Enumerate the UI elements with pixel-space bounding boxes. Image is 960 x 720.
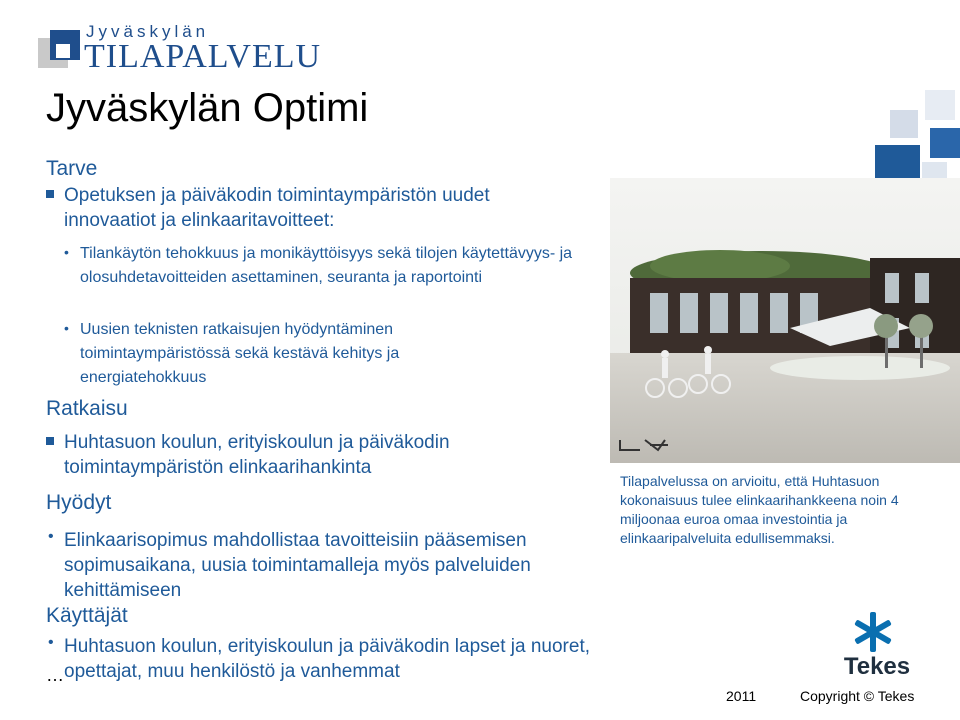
tarve-bullet: Opetuksen ja päiväkodin toimintaympäristön uudet innovaatiot ja elinkaaritavoitteet: [64,185,490,231]
section-heading-hyodyt: Hyödyt [46,491,112,514]
page-title: Jyväskylän Optimi [46,86,369,130]
bullet-dot-icon: • [64,244,69,260]
ellipsis-mark: … [46,665,64,685]
decorative-squares [830,90,960,190]
footer-copyright: Copyright © Tekes [800,688,915,704]
square-bullet-icon [46,437,54,445]
section-heading-kayttajat: Käyttäjät [46,604,128,627]
school-building-rendering [610,178,960,463]
section-heading-tarve: Tarve [46,157,98,180]
tilapalvelu-logo-mark [38,30,82,74]
tekes-logo-text: Tekes [843,653,911,680]
hyodyt-bullet: Elinkaarisopimus mahdollistaa tavoitteisiin pääsemisen sopimusaikana, uusia toimintamalleja myös palveluiden kehittämiseen [64,530,531,601]
footer-year: 2011 [726,688,757,704]
bullet-dot-icon: • [48,634,54,651]
ratkaisu-bullet: Huhtasuon koulun, erityiskoulun ja päiväkodin toimintaympäristön elinkaarihankinta [64,432,450,478]
tarve-sub-item-1: Tilankäytön tehokkuus ja monikäyttöisyys sekä tilojen käytettävyys- ja olosuhdetavoitteiden asettaminen, seuranta ja raportointi [80,245,573,286]
image-caption: Tilapalvelussa on arvioitu, että Huhtasuon kokonaisuus tulee elinkaarihankkeena noin 4 miljoonaa euroa omaa investointia ja elinkaaripalveluita edullisemmaksi. [620,473,899,546]
square-bullet-icon [46,190,54,198]
tarve-sub-item-2: Uusien teknisten ratkaisujen hyödyntäminen toimintaympäristössä sekä kestävä kehitys ja energiatehokkuus [80,321,400,386]
bullet-dot-icon: • [64,320,69,336]
tekes-logo [825,610,930,680]
logo-top-text: Jyväskylän [86,22,210,41]
kayttajat-bullet: Huhtasuon koulun, erityiskoulun ja päiväkodin lapset ja nuoret, opettajat, muu henkilöstö ja vanhemmat [64,636,590,682]
logo-main-text: TILAPALVELU [84,38,322,75]
bullet-dot-icon: • [48,528,54,545]
section-heading-ratkaisu: Ratkaisu [46,397,128,420]
